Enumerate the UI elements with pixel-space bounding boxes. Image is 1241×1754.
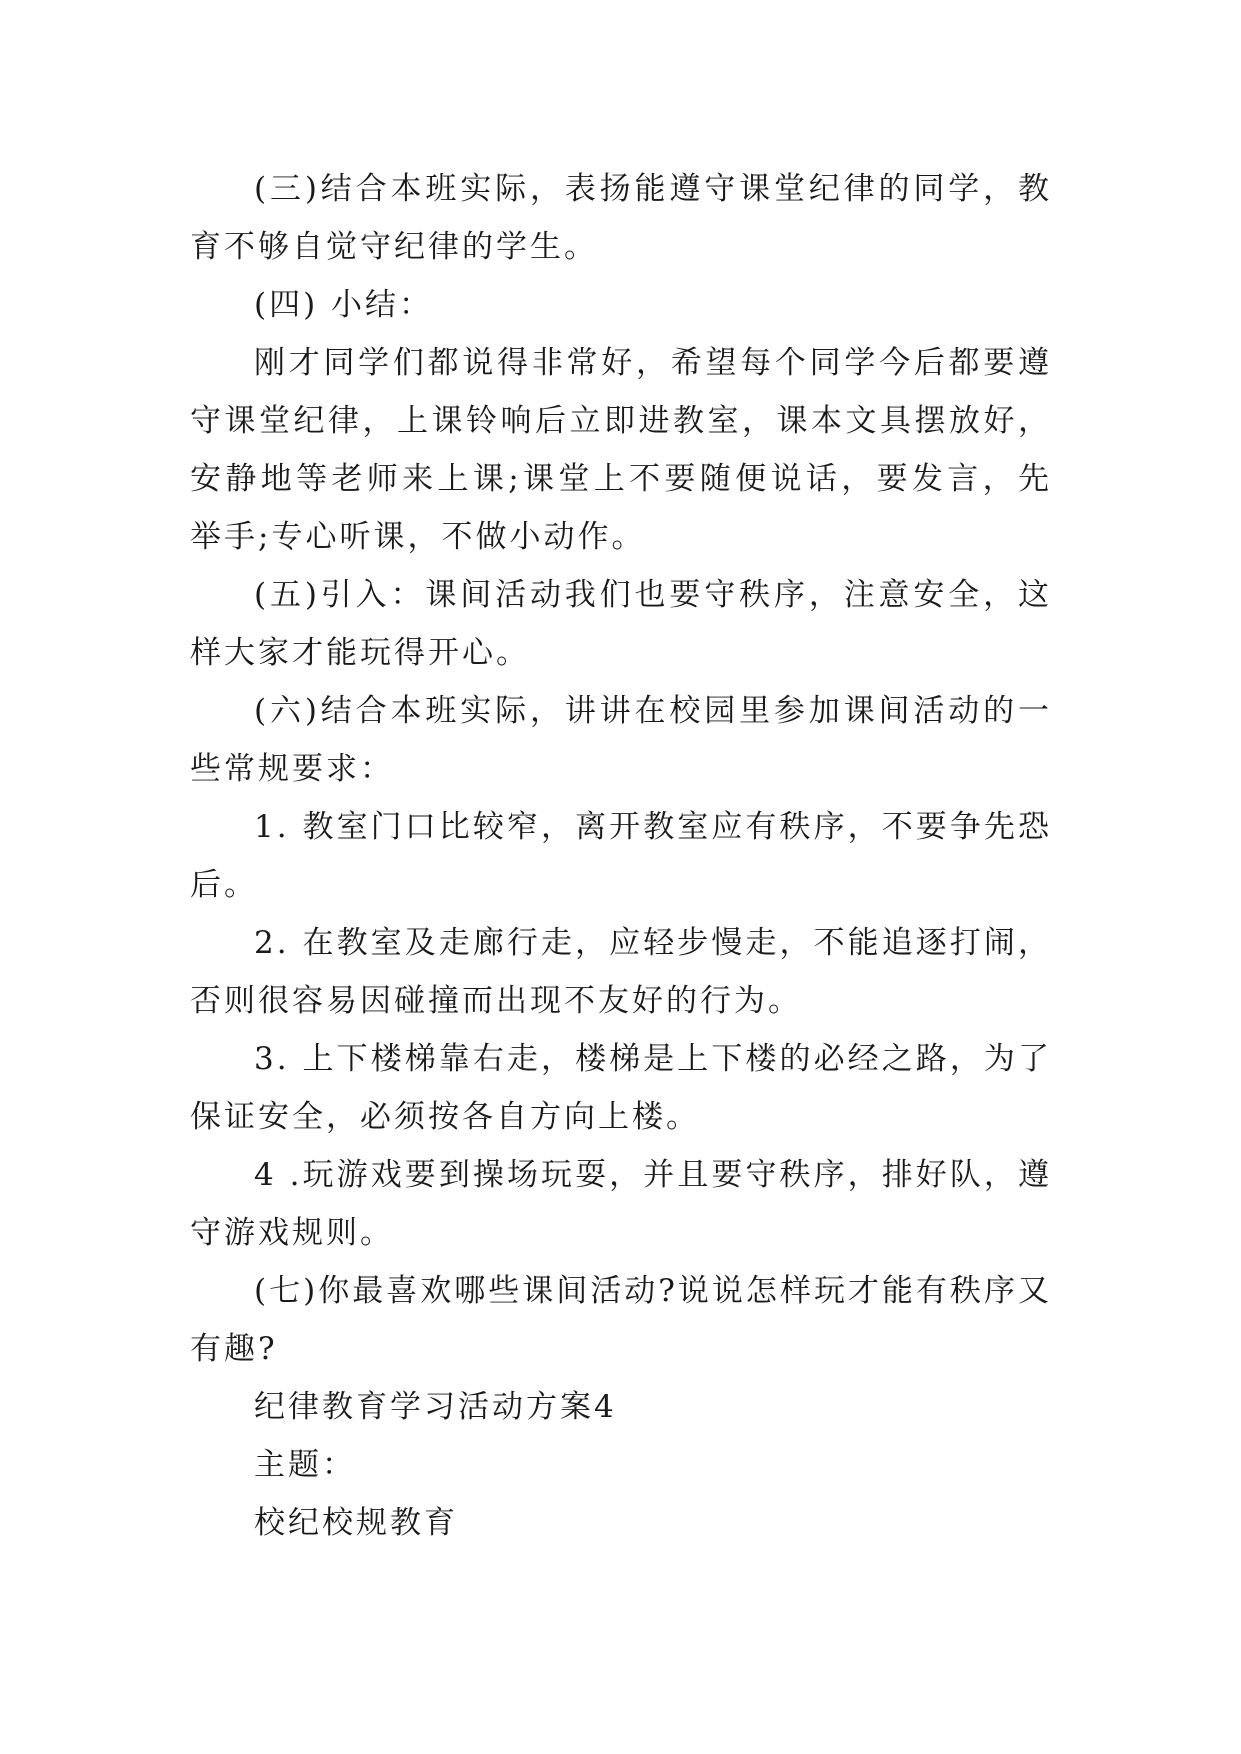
paragraph-3-praise: (三)结合本班实际，表扬能遵守课堂纪律的同学，教育不够自觉守纪律的学生。 [190, 171, 1052, 265]
rule-item-2: 2. 在教室及走廊行走，应轻步慢走，不能追逐打闹，否则很容易因碰撞而出现不友好的行为。 [190, 925, 1052, 1019]
rule-item-4: 4 .玩游戏要到操场玩耍，并且要守秩序，排好队，遵守游戏规则。 [190, 1157, 1052, 1251]
theme-label: 主题： [254, 1447, 356, 1483]
paragraph-summary-body: 刚才同学们都说得非常好，希望每个同学今后都要遵守课堂纪律，上课铃响后立即进教室，课本文具摆放好，安静地等老师来上课;课堂上不要随便说话，要发言，先举手;专心听课，不做小动作。 [190, 345, 1052, 555]
paragraph-7-question: (七)你最喜欢哪些课间活动?说说怎样玩才能有秩序又有趣? [190, 1273, 1052, 1367]
paragraph-4-summary-heading: (四) 小结： [254, 287, 434, 323]
rule-item-1: 1. 教室门口比较窄，离开教室应有秩序，不要争先恐后。 [190, 809, 1052, 903]
paragraph-6-rules-intro: (六)结合本班实际，讲讲在校园里参加课间活动的一些常规要求： [190, 693, 1052, 787]
section-title-plan-4: 纪律教育学习活动方案4 [254, 1389, 617, 1425]
theme-value: 校纪校规教育 [254, 1505, 458, 1541]
paragraph-5-introduction: (五)引入：课间活动我们也要守秩序，注意安全，这样大家才能玩得开心。 [190, 577, 1052, 671]
rule-item-3: 3. 上下楼梯靠右走，楼梯是上下楼的必经之路，为了保证安全，必须按各自方向上楼。 [190, 1041, 1052, 1135]
document-page [190, 160, 1052, 1552]
